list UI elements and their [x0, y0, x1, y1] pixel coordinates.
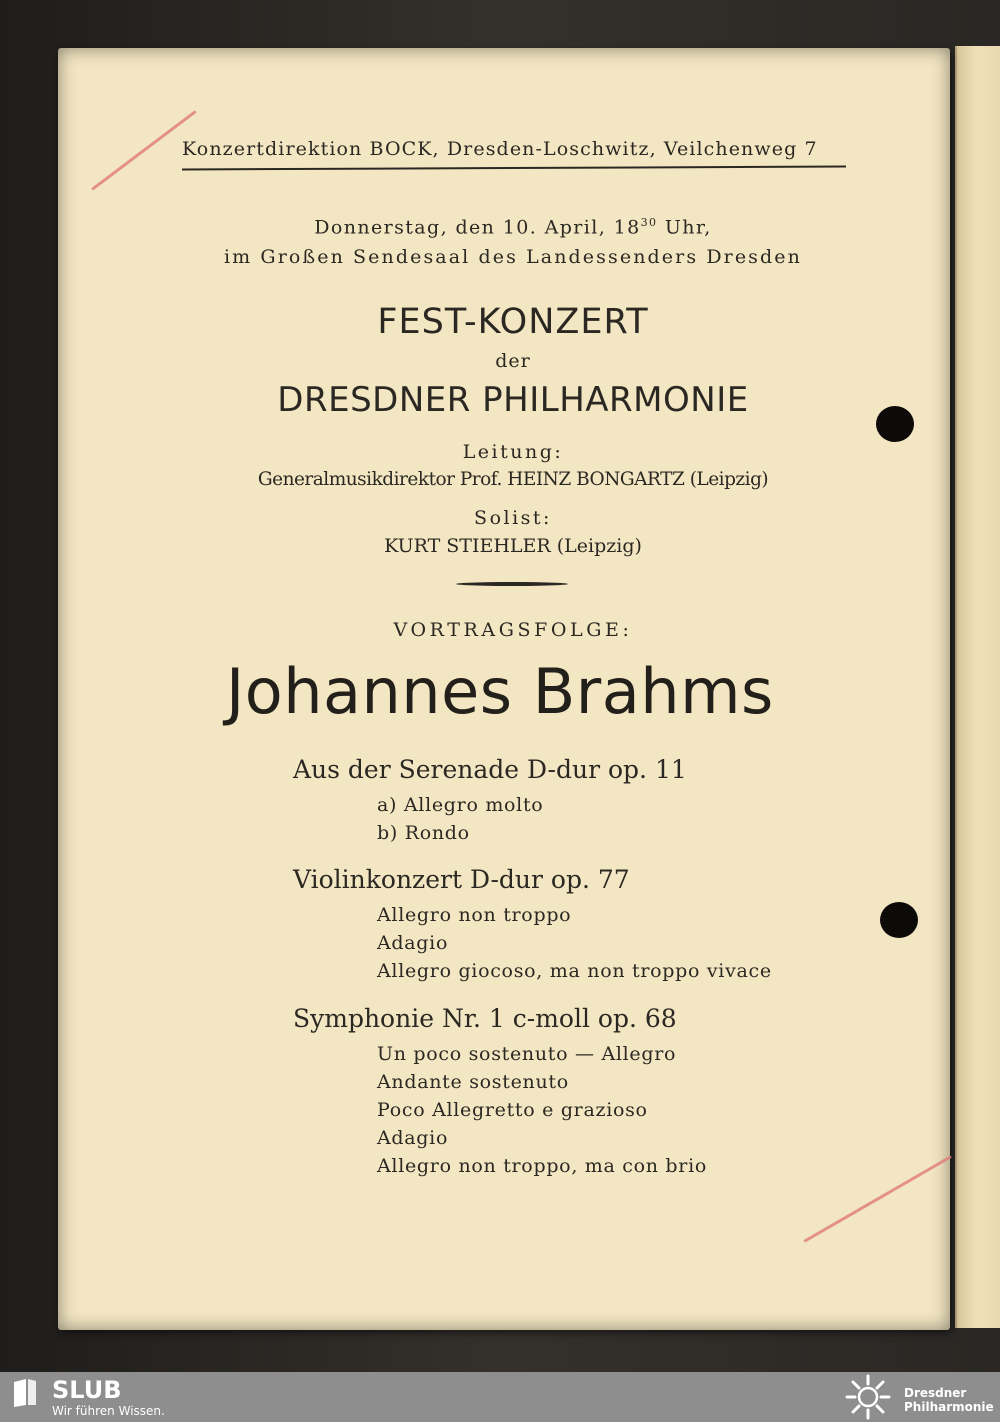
concert-title: FEST-KONZERT — [377, 302, 649, 342]
philharmonie-logo-icon — [842, 1374, 894, 1420]
work-title: Aus der Serenade D-dur op. 11 — [293, 755, 687, 784]
soloist-label: Solist: — [474, 507, 552, 529]
movement: Adagio — [377, 932, 449, 954]
event-time-minutes: 30 — [640, 216, 658, 229]
orchestra-name: DRESDNER PHILHARMONIE — [277, 380, 749, 420]
footer-bar — [0, 1372, 1000, 1422]
program-label: VORTRAGSFOLGE: — [393, 619, 633, 641]
divider-ornament — [456, 582, 568, 586]
library-tagline: Wir führen Wissen. — [52, 1404, 165, 1418]
movement: Un poco sostenuto — Allegro — [377, 1043, 677, 1065]
conductor-name: Generalmusikdirektor Prof. HEINZ BONGARTZ (Leipzig) — [257, 469, 769, 490]
movement: b) Rondo — [377, 822, 470, 844]
concert-agency: Konzertdirektion BOCK, Dresden-Loschwitz, Veilchenweg 7 — [182, 138, 818, 160]
movement: Andante sostenuto — [377, 1071, 569, 1093]
composer-name: Johannes Brahms — [226, 655, 774, 728]
movement: Allegro non troppo, ma con brio — [377, 1155, 707, 1177]
punch-hole-lower — [880, 902, 918, 938]
partner-name-line1: Dresdner — [904, 1386, 967, 1400]
movement: Poco Allegretto e grazioso — [377, 1099, 648, 1121]
event-time-suffix: Uhr, — [657, 216, 712, 239]
slub-logo-icon — [12, 1378, 38, 1408]
partner-name-line2: Philharmonie — [904, 1400, 994, 1414]
concert-title-der: der — [495, 350, 531, 372]
work-title: Violinkonzert D-dur op. 77 — [293, 865, 630, 894]
conductor-label: Leitung: — [462, 441, 564, 463]
event-venue: im Großen Sendesaal des Landessenders Dresden — [224, 246, 802, 268]
movement: a) Allegro molto — [377, 794, 544, 816]
work-title: Symphonie Nr. 1 c-moll op. 68 — [293, 1004, 677, 1033]
movement: Allegro non troppo — [377, 904, 572, 926]
event-date — [58, 216, 968, 238]
library-name: SLUB — [52, 1376, 122, 1404]
movement: Allegro giocoso, ma non troppo vivace — [377, 960, 772, 982]
partner-name — [904, 1386, 994, 1414]
soloist-name: KURT STIEHLER (Leipzig) — [384, 535, 642, 557]
event-date-text: Donnerstag, den 10. April, 18 — [314, 216, 641, 239]
movement: Adagio — [377, 1127, 449, 1149]
